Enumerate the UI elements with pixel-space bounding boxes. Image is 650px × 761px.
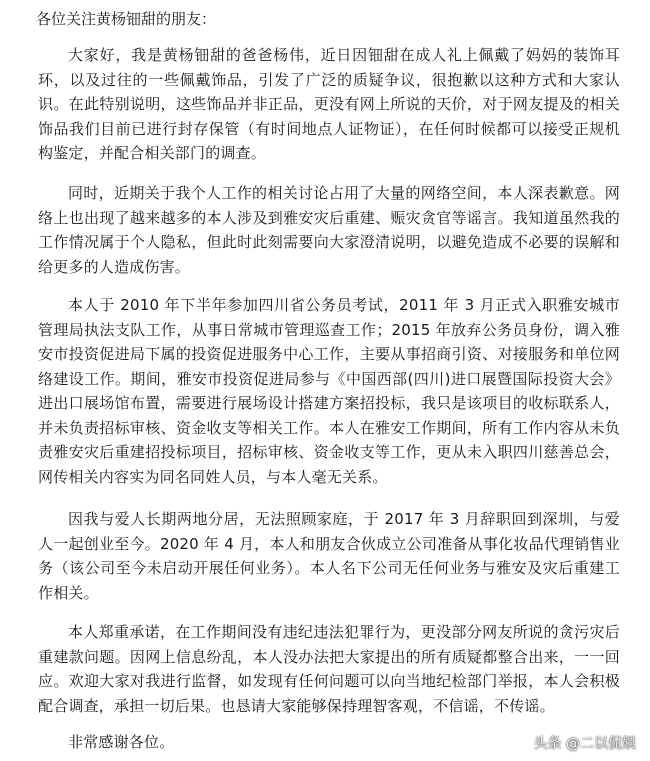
letter-paragraph-thanks: 非常感谢各位。: [68, 733, 175, 751]
letter-greeting: 各位关注黄杨钿甜的朋友：: [36, 10, 217, 28]
letter-paragraph-intro: 大家好，我是黄杨钿甜的爸爸杨伟，近日因钿甜在成人礼上佩戴了妈妈的装饰耳环，以及过往的一些佩戴饰品，引发了广泛的质疑争议，很抱歉以这种方式和大家认识。在此特别说明，这些饰品并非正品，更没有网上所说的天价，对于网友提及的相关饰品我们目前已进行封存保管（有时间地点人证物证），在任何时候都可以接受正规机构鉴定，并配合相关部门的调查。: [38, 46, 620, 162]
source-watermark: [534, 733, 636, 753]
letter-paragraph-apology: 同时，近期关于我个人工作的相关讨论占用了大量的网络空间，本人深表歉意。网络上也出现了越来越多的本人涉及到雅安灾后重建、赈灾贪官等谣言。我知道虽然我的工作情况属于个人隐私，但此时此刻需要向大家澄清说明，以避免造成不必要的误解和给更多的人造成伤害。: [38, 184, 620, 276]
letter-paragraph-work-history: 本人于 2010 年下半年参加四川省公务员考试，2011 年 3 月正式入职雅安城市管理局执法支队工作，从事日常城市管理巡查工作；2015 年放弃公务员身份，调入雅安市投资促进局下属的投资促进服务中心工作，主要从事招商引资、对接服务和单位网络建设工作。期间，雅安市投资促进局参与《中国西部(四川)进口展暨国际投资大会》进出口展场馆布置，需要进行展场设计搭建方案招投标，我只是该项目的收标联系人，并未负责招标审核、资金收支等相关工作。本人在雅安工作期间，所有工作内容从未负责雅安灾后重建招投标项目，招标审核、资金收支等工作，更从未入职四川慈善总会，网传相关内容实为同名同姓人员，与本人毫无关系。: [38, 296, 620, 486]
watermark-text: 头条 @二以侃娱: [533, 736, 636, 752]
letter-paragraph-resignation: 因我与爱人长期两地分居，无法照顾家庭，于 2017 年 3 月辞职回到深圳，与爱人一起创业至今。2020 年 4 月，本人和朋友合伙成立公司准备从事化妆品代理销售业务（该公司至今未启动开展任何业务）。本人名下公司无任何业务与雅安及灾后重建工作相关。: [38, 510, 620, 602]
letter-paragraph-promise: 本人郑重承诺，在工作期间没有违纪违法犯罪行为，更没部分网友所说的贪污灾后重建款问题。因网上信息纷乱，本人没办法把大家提出的所有质疑都整合出来，一一回应。欢迎大家对我进行监督，如发现有任何问题可以向当地纪检部门举报，本人会积极配合调查，承担一切后果。也恳请大家能够保持理智客观，不信谣，不传谣。: [38, 623, 620, 715]
